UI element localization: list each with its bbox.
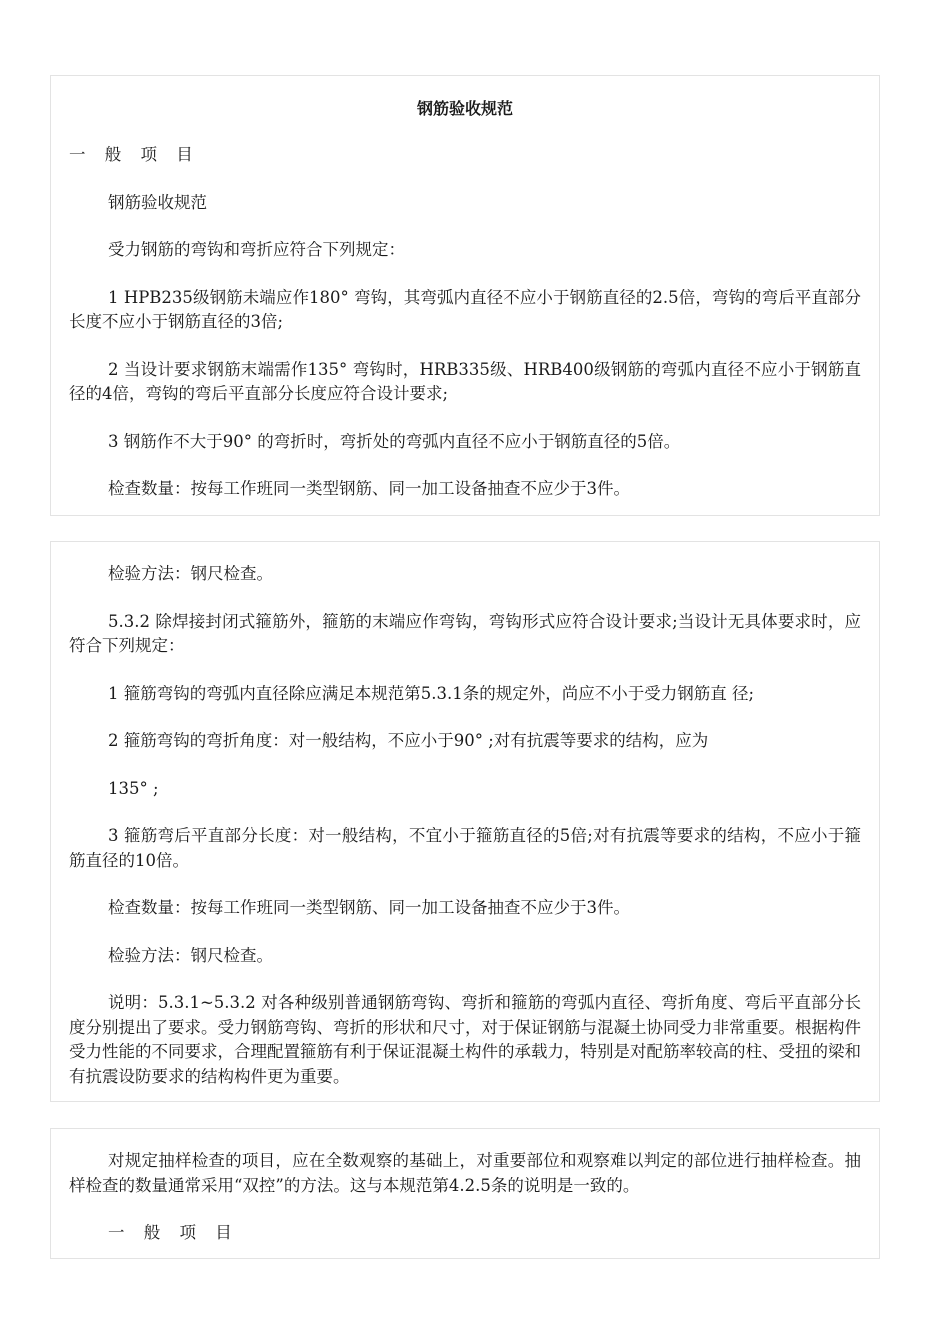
paragraph: 5.3.2 除焊接封闭式箍筋外，箍筋的末端应作弯钩，弯钩形式应符合设计要求;当设计无具体要求时，应符合下列规定：	[69, 611, 861, 655]
paragraph: 受力钢筋的弯钩和弯折应符合下列规定：	[108, 240, 405, 259]
paragraph: 3 钢筋作不大于90° 的弯折时，弯折处的弯弧内直径不应小于钢筋直径的5倍。	[108, 431, 681, 451]
paragraph: 检验方法：钢尺检查。	[108, 564, 273, 583]
paragraph: 对规定抽样检查的项目，应在全数观察的基础上，对重要部位和观察难以判定的部位进行抽样检查。抽样检查的数量通常采用“双控”的方法。这与本规范第4.2.5条的说明是一致的。	[69, 1151, 861, 1195]
paragraph: 1 箍筋弯钩的弯弧内直径除应满足本规范第5.3.1条的规定外，尚应不小于受力钢筋直 径;	[108, 683, 755, 703]
page-block-2	[50, 541, 880, 1102]
paragraph: 1 HPB235级钢筋未端应作180° 弯钩，其弯弧内直径不应小于钢筋直径的2.5倍，弯钩的弯后平直部分长度不应小于钢筋直径的3倍;	[69, 287, 861, 331]
section-heading: 一 般 项 目	[69, 145, 200, 164]
paragraph: 检验方法：钢尺检查。	[108, 945, 273, 965]
section-heading: 一 般 项 目	[108, 1223, 239, 1242]
document-title: 钢筋验收规范	[416, 99, 513, 118]
page-block-3	[50, 1128, 880, 1259]
page-block-1	[50, 75, 880, 516]
paragraph: 135° ;	[108, 778, 159, 798]
paragraph: 2 当设计要求钢筋末端需作135° 弯钩时，HRB335级、HRB400级钢筋的弯弧内直径不应小于钢筋直径的4倍，弯钩的弯后平直部分长度应符合设计要求;	[69, 359, 861, 403]
paragraph: 检查数量：按每工作班同一类型钢筋、同一加工设备抽查不应少于3件。	[108, 898, 630, 917]
paragraph: 2 箍筋弯钩的弯折角度：对一般结构，不应小于90° ;对有抗震等要求的结构，应为	[108, 731, 709, 750]
paragraph: 检查数量：按每工作班同一类型钢筋、同一加工设备抽查不应少于3件。	[108, 479, 630, 498]
paragraph: 说明：5.3.1~5.3.2 对各种级别普通钢筋弯钩、弯折和箍筋的弯弧内直径、弯折角度、弯后平直部分长度分别提出了要求。受力钢筋弯钩、弯折的形状和尺寸，对于保证钢筋与混凝土协同受力非常重要。根据构件受力性能的不同要求，合理配置箍筋有利于保证混凝土构件的承载力，特别是对配筋率较高的柱、受扭的梁和有抗震设防要求的结构构件更为重要。	[69, 993, 861, 1086]
paragraph: 3 箍筋弯后平直部分长度：对一般结构，不宜小于箍筋直径的5倍;对有抗震等要求的结构，不应小于箍筋直径的10倍。	[69, 826, 861, 870]
paragraph: 钢筋验收规范	[108, 192, 207, 212]
